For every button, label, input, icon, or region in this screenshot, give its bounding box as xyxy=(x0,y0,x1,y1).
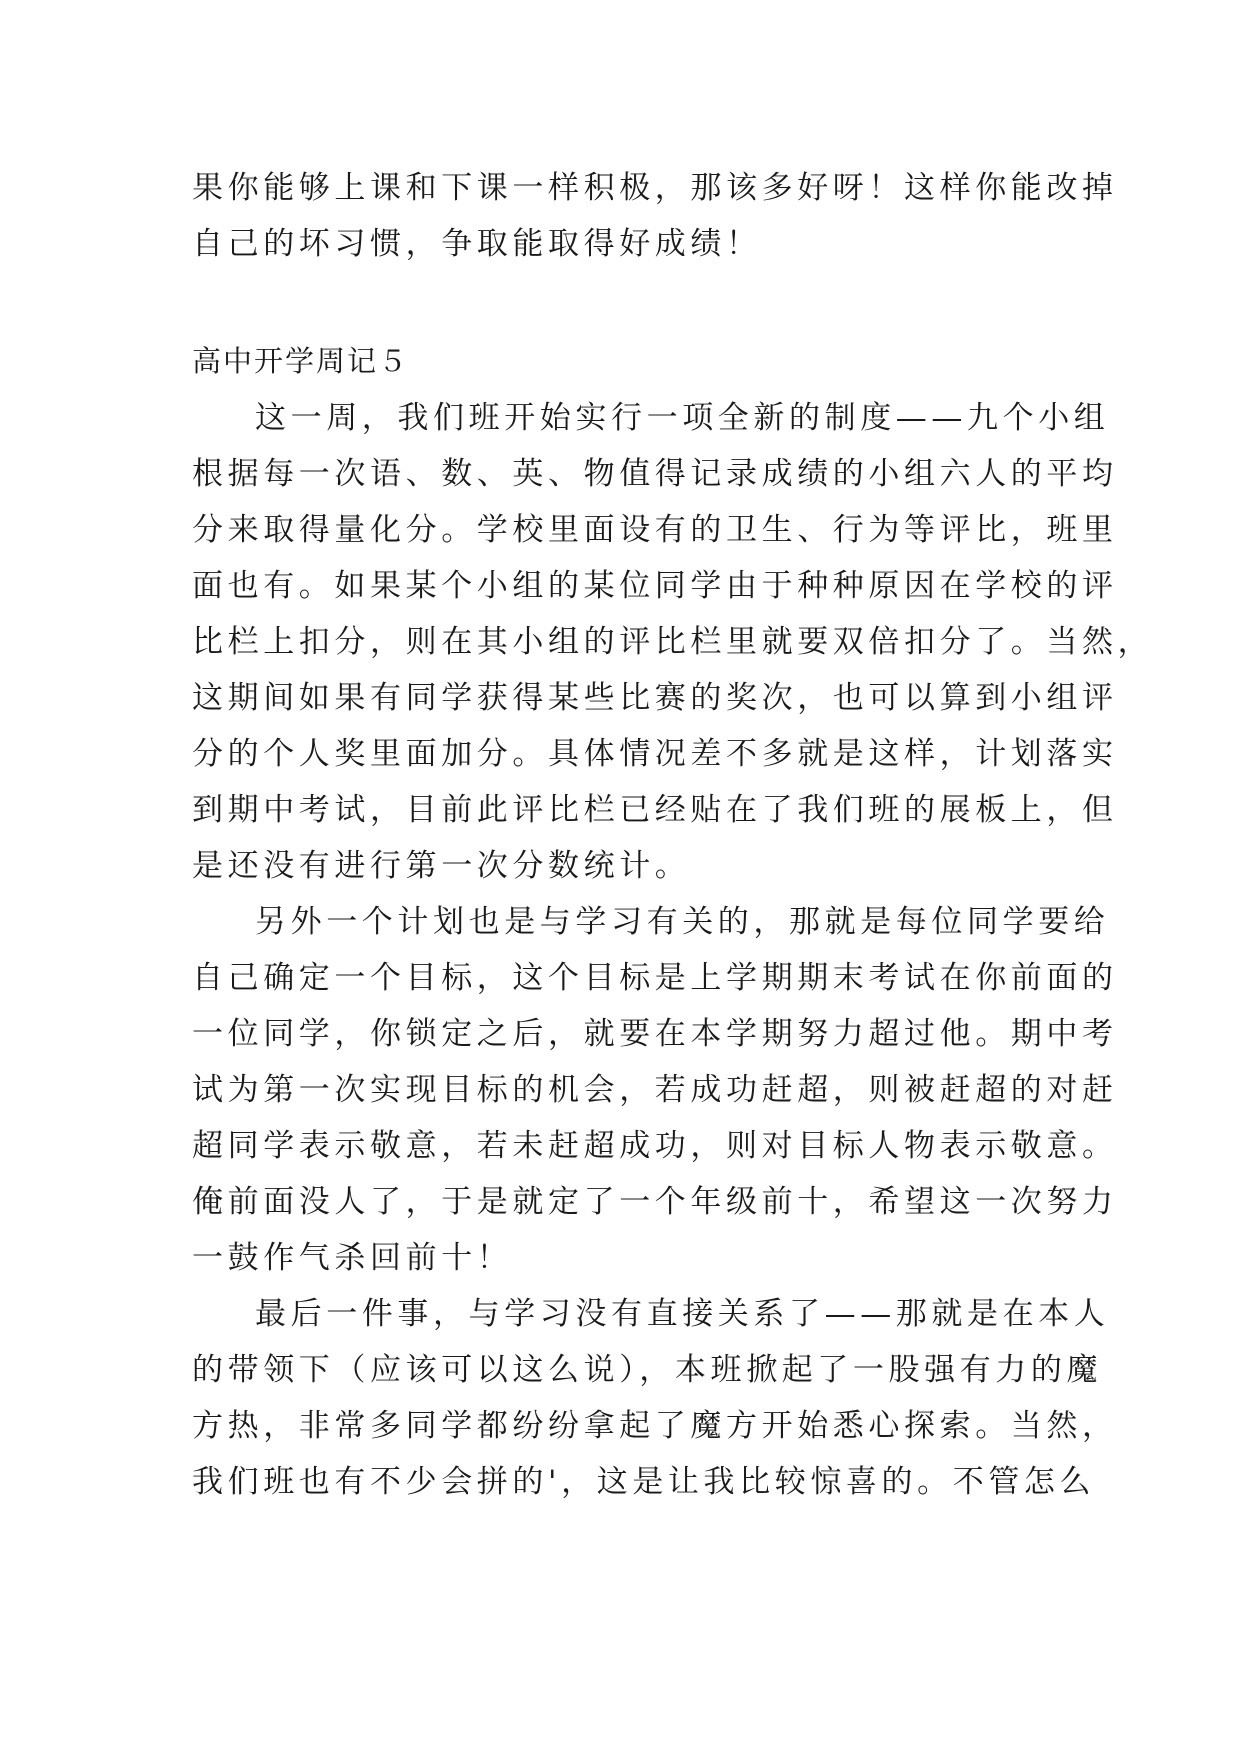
body-text-line: 俺前面没人了，于是就定了一个年级前十，希望这一次努力 xyxy=(192,1184,1118,1220)
body-text-line: 一位同学，你锁定之后，就要在本学期努力超过他。期中考 xyxy=(192,1016,1118,1052)
paragraph-first-line: 另外一个计划也是与学习有关的，那就是每位同学要给 xyxy=(255,904,1110,940)
section-heading: 高中开学周记５ xyxy=(192,344,410,378)
body-text-line: 自己确定一个目标，这个目标是上学期期末考试在你前面的 xyxy=(192,960,1118,996)
body-text-line: 分来取得量化分。学校里面设有的卫生、行为等评比，班里 xyxy=(192,512,1118,548)
body-text-line: 分的个人奖里面加分。具体情况差不多就是这样，计划落实 xyxy=(192,736,1118,772)
paragraph-first-line: 最后一件事，与学习没有直接关系了——那就是在本人 xyxy=(255,1296,1110,1332)
body-text-line: 一鼓作气杀回前十！ xyxy=(192,1240,513,1276)
body-text-line: 果你能够上课和下课一样积极，那该多好呀！这样你能改掉 xyxy=(192,170,1118,206)
body-text-line: 方热，非常多同学都纷纷拿起了魔方开始悉心探索。当然， xyxy=(192,1408,1118,1444)
body-text-line: 超同学表示敬意，若未赶超成功，则对目标人物表示敬意。 xyxy=(192,1128,1118,1164)
body-text-line: 我们班也有不少会拼的'，这是让我比较惊喜的。不管怎么 xyxy=(192,1464,1096,1500)
body-text-line: 到期中考试，目前此评比栏已经贴在了我们班的展板上，但 xyxy=(192,792,1118,828)
body-text-line: 根据每一次语、数、英、物值得记录成绩的小组六人的平均 xyxy=(192,456,1118,492)
body-text-line: 比栏上扣分，则在其小组的评比栏里就要双倍扣分了。当然， xyxy=(192,624,1154,660)
body-text-line: 的带领下（应该可以这么说），本班掀起了一股强有力的魔 xyxy=(192,1352,1103,1388)
body-text-line: 这期间如果有同学获得某些比赛的奖次，也可以算到小组评 xyxy=(192,680,1118,716)
body-text-line: 面也有。如果某个小组的某位同学由于种种原因在学校的评 xyxy=(192,568,1118,604)
paragraph-first-line: 这一周，我们班开始实行一项全新的制度——九个小组 xyxy=(255,400,1110,436)
body-text-line: 是还没有进行第一次分数统计。 xyxy=(192,848,691,884)
body-text-line: 试为第一次实现目标的机会，若成功赶超，则被赶超的对赶 xyxy=(192,1072,1118,1108)
body-text-line: 自己的坏习惯，争取能取得好成绩！ xyxy=(192,226,762,262)
